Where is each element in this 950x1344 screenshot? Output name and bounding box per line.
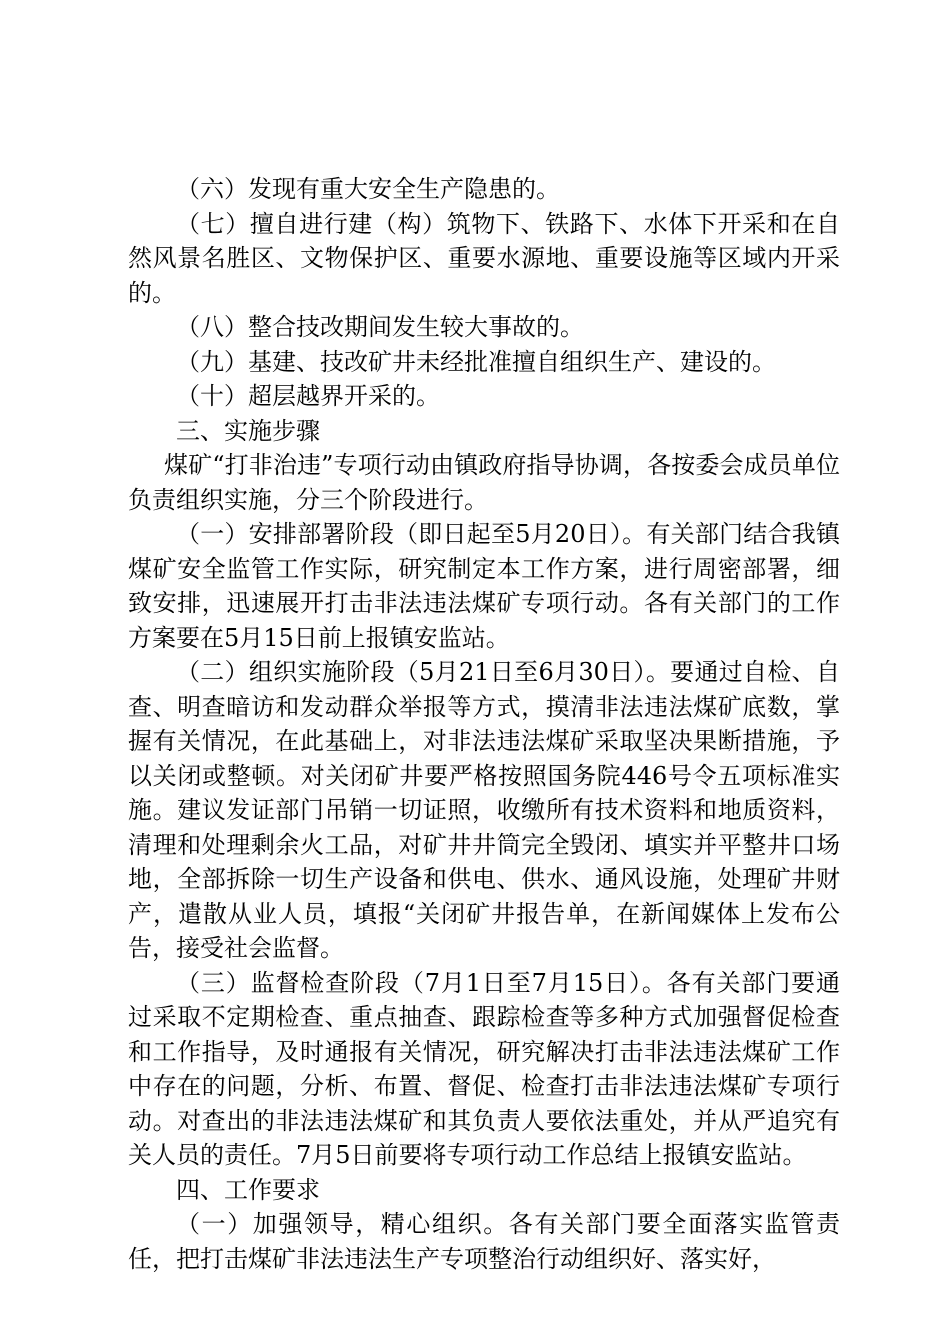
paragraph-item-10: （十）超层越界开采的。	[176, 382, 440, 410]
paragraph-item-7: （七）擅自进行建（构）筑物下、铁路下、水体下开采和在自然风景名胜区、文物保护区、重要水源地、重要设施等区域内开采的。	[128, 209, 840, 307]
paragraph-step-2: （二）组织实施阶段（5月21日至6月30日）。要通过自检、自查、明查暗访和发动群众举报等方式，摸清非法违法煤矿底数，掌握有关情况，在此基础上，对非法违法煤矿采取坚决果断措施，予以关闭或整顿。对关闭矿井要严格按照国务院446号令五项标准实施。建议发证部门吊销一切证照，收缴所有技术资料和地质资料，清理和处理剩余火工品，对矿井井筒完全毁闭、填实并平整井口场地，全部拆除一切生产设备和供电、供水、通风设施，处理矿井财产，遣散从业人员，填报“关闭矿井报告单，在新闻媒体上发布公告，接受社会监督。	[128, 658, 840, 962]
paragraph-step-1: （一）安排部署阶段（即日起至5月20日）。有关部门结合我镇煤矿安全监管工作实际，研究制定本工作方案，进行周密部署，细致安排，迅速展开打击非法违法煤矿专项行动。各有关部门的工作方案要在5月15日前上报镇安监站。	[128, 520, 840, 652]
section-heading-implementation-steps: 三、实施步骤	[176, 416, 320, 445]
paragraph-item-8: （八）整合技改期间发生较大事故的。	[176, 313, 584, 341]
paragraph-step-3: （三）监督检查阶段（7月1日至7月15日）。各有关部门要通过采取不定期检查、重点抽查、跟踪检查等多种方式加强督促检查和工作指导，及时通报有关情况，研究解决打击非法违法煤矿工作中存在的问题，分析、布置、督促、检查打击非法违法煤矿专项行动。对查出的非法违法煤矿和其负责人要依法重处，并从严追究有关人员的责任。7月5日前要将专项行动工作总结上报镇安监站。	[128, 968, 840, 1169]
section-heading-work-requirements: 四、工作要求	[176, 1175, 320, 1204]
paragraph-item-9: （九）基建、技改矿井未经批准擅自组织生产、建设的。	[176, 347, 776, 376]
paragraph-item-6: （六）发现有重大安全生产隐患的。	[176, 175, 560, 203]
paragraph-requirement-1: （一）加强领导，精心组织。各有关部门要全面落实监管责任，把打击煤矿非法违法生产专项整治行动组织好、落实好，	[128, 1210, 840, 1273]
paragraph-intro-steps: 煤矿“打非治违”专项行动由镇政府指导协调，各按委会成员单位负责组织实施，分三个阶段进行。	[128, 451, 840, 514]
document-page	[128, 172, 840, 1276]
